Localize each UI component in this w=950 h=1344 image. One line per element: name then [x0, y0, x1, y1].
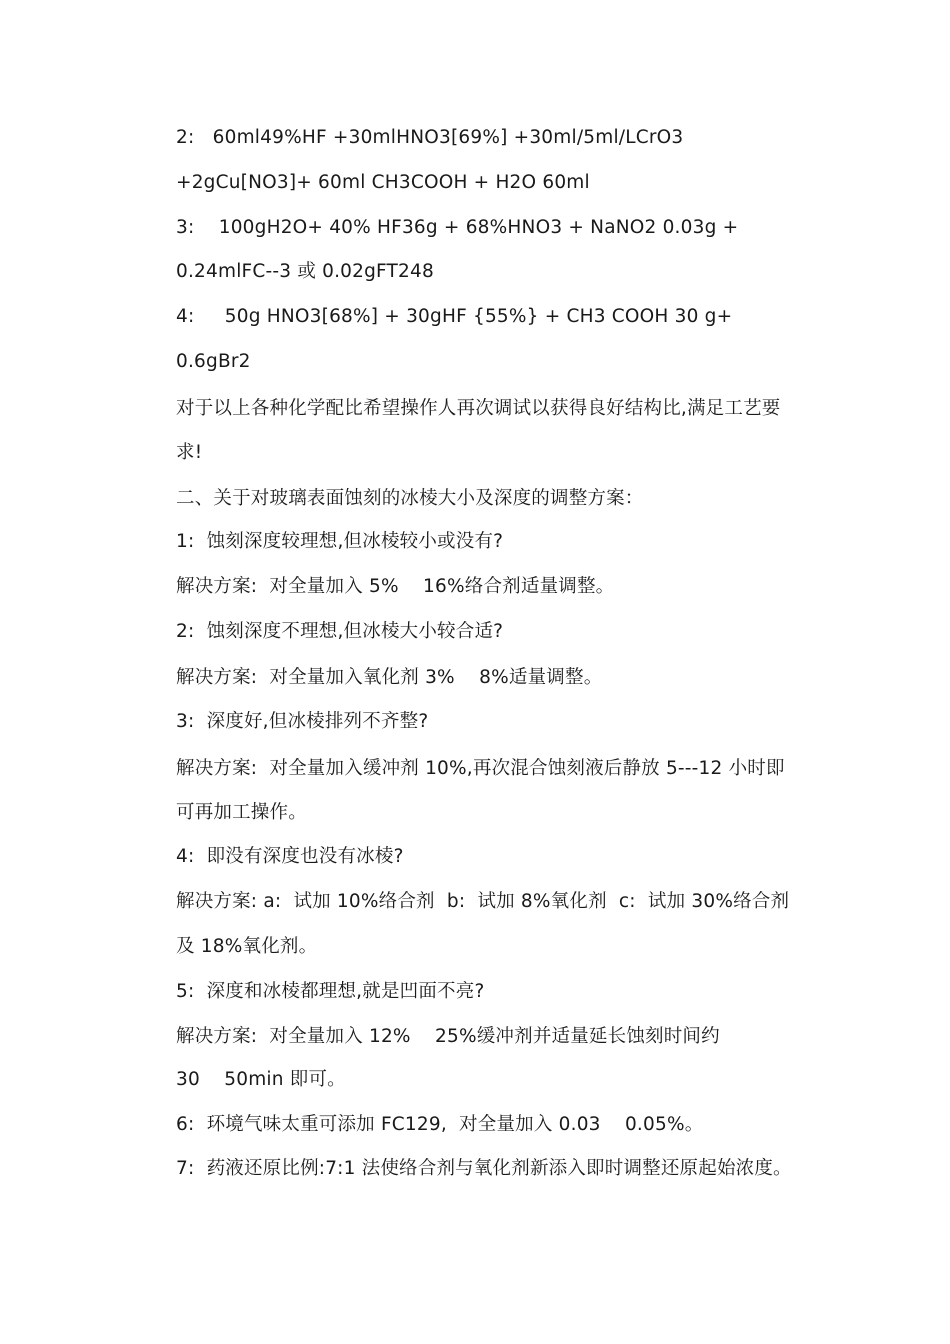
text-line: 4: 50g HNO3[68%] + 30gHF {55%} + CH3 COOH 30 g+: [176, 306, 733, 327]
solution-line: 解决方案: 对全量加入 5% 16%络合剂适量调整。: [176, 576, 615, 597]
text-line: 0.6gBr2: [176, 351, 251, 372]
text-line: 6: 环境气味太重可添加 FC129, 对全量加入 0.03 0.05%。: [176, 1114, 704, 1135]
solution-line: 解决方案: 对全量加入 12% 25%缓冲剂并适量延长蚀刻时间约: [176, 1026, 720, 1047]
solution-line: 解决方案: 对全量加入氧化剂 3% 8%适量调整。: [176, 667, 603, 688]
text-line: 可再加工操作。: [176, 802, 307, 823]
text-line: 3: 100gH2O+ 40% HF36g + 68%HNO3 + NaNO2 0.03g +: [176, 217, 739, 238]
text-line: 7: 药液还原比例:7:1 法使络合剂与氧化剂新添入即时调整还原起始浓度。: [176, 1158, 792, 1179]
text-line: 及 18%氧化剂。: [176, 936, 318, 957]
question-line: 5: 深度和冰棱都理想,就是凹面不亮?: [176, 981, 485, 1002]
text-line: +2gCu[NO3]+ 60ml CH3COOH + H2O 60ml: [176, 172, 590, 193]
question-line: 2: 蚀刻深度不理想,但冰棱大小较合适?: [176, 621, 504, 642]
solution-line: 解决方案: a: 试加 10%络合剂 b: 试加 8%氧化剂 c: 试加 30%络合剂: [176, 891, 790, 912]
text-line: 对于以上各种化学配比希望操作人再次调试以获得良好结构比,满足工艺要: [176, 398, 781, 419]
section-heading: 二、关于对玻璃表面蚀刻的冰棱大小及深度的调整方案：: [176, 488, 644, 509]
solution-line: 解决方案: 对全量加入缓冲剂 10%,再次混合蚀刻液后静放 5---12 小时即: [176, 758, 785, 779]
question-line: 1: 蚀刻深度较理想,但冰棱较小或没有?: [176, 531, 504, 552]
question-line: 4: 即没有深度也没有冰棱?: [176, 846, 404, 867]
text-line: 2: 60ml49%HF +30mlHNO3[69%] +30ml/5ml/LCrO3: [176, 127, 684, 148]
text-line: 0.24mlFC--3 或 0.02gFT248: [176, 261, 434, 282]
question-line: 3: 深度好,但冰棱排列不齐整?: [176, 711, 429, 732]
text-line: 30 50min 即可。: [176, 1069, 346, 1090]
text-line: 求!: [176, 442, 203, 463]
